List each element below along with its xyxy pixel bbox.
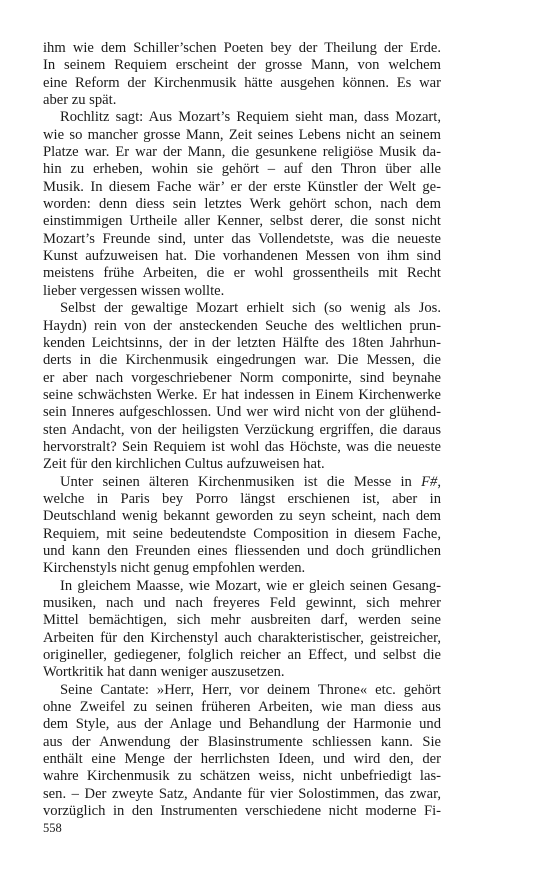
text-line: dem Style, aus der Anlage und Behandlung der Harmonie und [43, 716, 441, 733]
text-line: eine Reform der Kirchenmusik hätte ausgehen können. Es war [43, 74, 441, 91]
text-line: Rochlitz sagt: Aus Mozart’s Requiem sieht man, dass Mozart, [60, 109, 441, 126]
text-line: In gleichem Maasse, wie Mozart, wie er gleich seinen Gesang- [60, 577, 441, 594]
text-line: er aber nach vorgeschriebener Norm componirte, sind beynahe [43, 369, 441, 386]
text-line: kenden Leichtsinns, der in der letzten Hälfte des 18ten Jahrhun- [43, 334, 441, 351]
text-line: Mittel bemächtigen, sich mehr ausbreiten darf, werden seine [43, 612, 441, 629]
text-line: wie so mancher grosse Mann, Zeit seines Lebens nicht an seinem [43, 126, 441, 143]
text-line: meistens frühe Arbeiten, die er wohl grossentheils mit Recht [43, 265, 441, 282]
text-line: aus der Anwendung der Blasinstrumente schliessen kann. Sie [43, 733, 441, 750]
text-line: Haydn) rein von der ansteckenden Seuche des weltlichen prun- [43, 317, 441, 334]
text-line: lieber vergessen wissen wollte. [43, 282, 225, 299]
text-line: Musik. In diesem Fache wär’ er der erste Künstler der Welt ge- [43, 178, 441, 195]
text-line: Zeit für den kirchlichen Cultus aufzuweisen hat. [43, 456, 325, 473]
text-line: vorzüglich in den Instrumenten verschiedene nicht moderne Fi- [43, 803, 441, 820]
text-line: worden: denn diess sein letztes Werk gehört schon, nach dem [43, 196, 441, 213]
text-line: Kirchenstyls nicht genug empfohlen werden. [43, 560, 306, 577]
text-line: Kunst aufzuweisen hat. Die vorhandenen Messen von ihm sind [43, 248, 441, 265]
text-line: seine schwächsten Werke. Er hat indessen in Einem Kirchenwerke [43, 386, 441, 403]
text-line: Platze war. Er war der Mann, die gesunkene religiöse Musik da- [43, 144, 441, 161]
text-line: Arbeiten für den Kirchenstyl auch charakteristischer, geistreicher, [43, 629, 441, 646]
text-line: derts in die Kirchenmusik eingedrungen war. Die Messen, die [43, 352, 441, 369]
text-line: sein Inneres aufgeschlossen. Und wer wird nicht von der glühend- [43, 404, 441, 421]
text-line: hervorstralt? Sein Requiem ist wohl das Höchste, was die neueste [43, 438, 441, 455]
body-text [43, 40, 441, 820]
text-line: einstimmigen Urtheile aller Kenner, selbst derer, die sonst nicht [43, 213, 441, 230]
page-number: 558 [43, 821, 62, 835]
text-line: hin zu erheben, wohin sie gehört – auf den Thron über alle [43, 161, 441, 178]
text-line: ihm wie dem Schiller’schen Poeten bey der Theilung der Erde. [43, 40, 441, 56]
text-line: enthält eine Menge der herrlichsten Ideen, und wird den, der [43, 751, 441, 768]
text-line: Mozart’s Freunde sind, unter das Vollendetste, was die neueste [43, 230, 441, 247]
text-line: ohne Zweifel zu seinen früheren Arbeiten, wie man diess aus [43, 699, 441, 716]
text-line: welche in Paris bey Porro längst erschienen ist, aber in [43, 490, 441, 507]
key-signature-italic: F# [421, 473, 438, 490]
text-line: In seinem Requiem erscheint der grosse Mann, von welchem [43, 57, 441, 74]
text-line: und kann den Freunden eines fliessenden und doch gründlichen [43, 542, 441, 559]
text-line: sten Andacht, von der heiligsten Verzückung ergriffen, die daraus [43, 421, 441, 438]
text-line: Deutschland wenig bekannt geworden zu seyn scheint, nach dem [43, 508, 441, 525]
text-line: origineller, gediegener, folglich reicher an Effect, und selbst die [43, 647, 441, 664]
text-line: wahre Kirchenmusik zu schätzen weiss, nicht unbefriedigt las- [43, 768, 441, 785]
text-line: Requiem, mit seine bedeutendste Composition in diesem Fache, [43, 525, 441, 542]
text-line: Unter seinen älteren Kirchenmusiken ist die Messe in F#, [60, 473, 441, 490]
text-line: musiken, nach und nach freyeres Feld gewinnt, sich mehrer [43, 595, 441, 611]
text-line: Seine Cantate: »Herr, Herr, vor deinem Throne« etc. gehört [60, 681, 441, 698]
text-line: Wortkritik hat dann weniger auszusetzen. [43, 664, 285, 681]
text-line: Selbst der gewaltige Mozart erhielt sich (so wenig als Jos. [60, 300, 441, 317]
text-line: sen. – Der zweyte Satz, Andante für vier Solostimmen, das zwar, [43, 785, 441, 802]
text-line: aber zu spät. [43, 92, 117, 109]
